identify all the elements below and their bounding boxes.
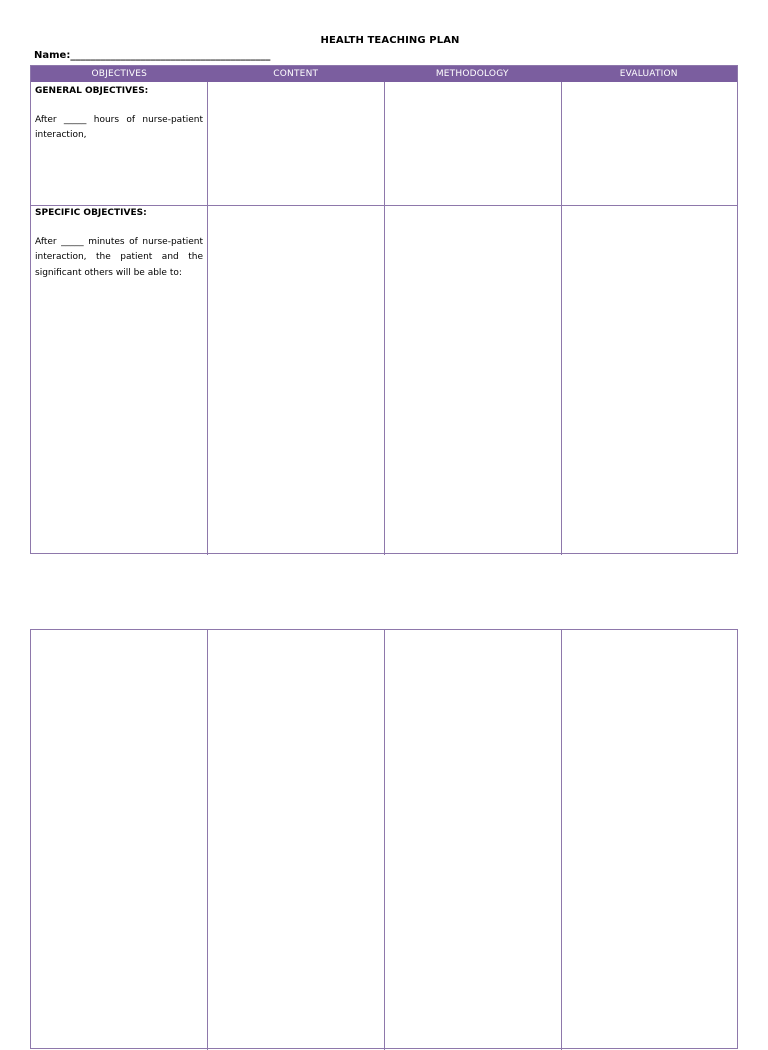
column-divider: [207, 82, 208, 555]
header-evaluation: EVALUATION: [619, 69, 678, 79]
column-divider: [207, 630, 208, 1050]
column-divider: [561, 82, 562, 555]
header-content: CONTENT: [273, 69, 319, 79]
teaching-plan-table: [30, 65, 738, 554]
general-objectives-cell: [35, 84, 203, 144]
header-objectives: OBJECTIVES: [91, 69, 148, 79]
column-divider: [384, 82, 385, 555]
column-divider: [561, 630, 562, 1050]
page-title: HEALTH TEACHING PLAN: [320, 35, 460, 46]
general-objectives-text: After _____ hours of nurse-patient interaction,: [35, 114, 203, 140]
specific-objectives-heading: SPECIFIC OBJECTIVES:: [35, 208, 147, 218]
column-divider: [384, 630, 385, 1050]
specific-objectives-cell: [35, 206, 203, 281]
general-objectives-heading: GENERAL OBJECTIVES:: [35, 86, 149, 96]
table-header-row: [31, 66, 737, 82]
name-field-label: Name:________________________________________: [34, 50, 271, 61]
specific-objectives-text: After _____ minutes of nurse-patient interaction, the patient and the significant others will be able to:: [35, 236, 203, 278]
header-methodology: METHODOLOGY: [435, 69, 509, 79]
continuation-table: [30, 629, 738, 1049]
